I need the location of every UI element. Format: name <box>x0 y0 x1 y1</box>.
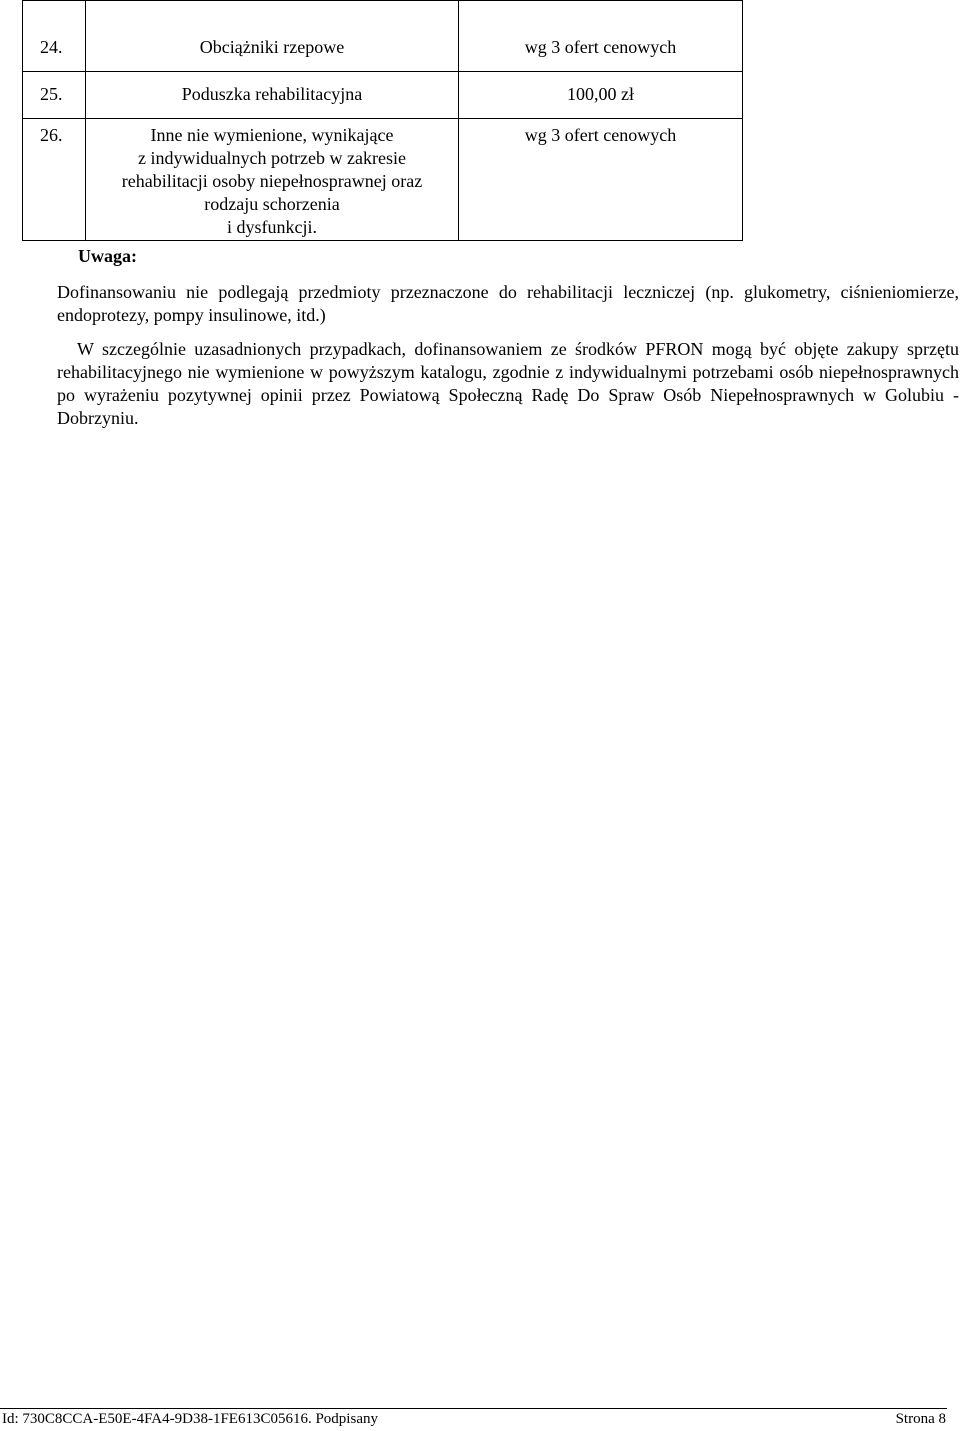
item-price: wg 3 ofert cenowych <box>459 118 743 240</box>
item-name-line: i dysfunkcji. <box>227 216 317 237</box>
table-row <box>23 71 743 118</box>
note-paragraph-exclusions: Dofinansowaniu nie podlegają przedmioty przeznaczone do rehabilitacji leczniczej (np. glukometry, ciśnieniomierze, endoprotezy, pompy insulinowe, itd.) <box>57 282 959 325</box>
footer-document-id: Id: 730C8CCA-E50E-4FA4-9D38-1FE613C05616. Podpisany <box>2 1411 378 1427</box>
table-row <box>23 118 743 240</box>
footer-page-number: Strona 8 <box>895 1411 946 1427</box>
item-name <box>86 118 459 240</box>
note-label: Uwaga: <box>78 246 137 266</box>
item-price: 100,00 zł <box>459 71 743 118</box>
item-name: Poduszka rehabilitacyjna <box>86 71 459 118</box>
row-number: 24. <box>23 25 86 72</box>
footer-divider <box>0 1408 947 1409</box>
item-name-line: z indywidualnych potrzeb w zakresie <box>138 147 406 168</box>
equipment-table <box>22 0 743 241</box>
item-name: Obciążniki rzepowe <box>86 25 459 72</box>
table-row <box>23 25 743 72</box>
row-number: 26. <box>23 118 86 240</box>
item-price: wg 3 ofert cenowych <box>459 25 743 72</box>
item-name-line: rodzaju schorzenia <box>204 193 340 214</box>
item-name-line: rehabilitacji osoby niepełnosprawnej oraz <box>121 170 423 191</box>
item-name-line: Inne nie wymienione, wynikające <box>150 124 394 145</box>
note-paragraph-exceptions: W szczególnie uzasadnionych przypadkach, dofinansowaniem ze środków PFRON mogą być objęte zakupy sprzętu rehabilitacyjnego nie wymienione w powyższym katalogu, zgodnie z indywidualnymi potrzebami osób niepełnosprawnych po wyrażeniu pozytywnej opinii przez Powiatową Społeczną Radę Do Spraw Osób Niepełnosprawnych w Golubiu - Dobrzyniu. <box>57 339 959 428</box>
row-number: 25. <box>23 71 86 118</box>
table-row <box>23 1 743 25</box>
